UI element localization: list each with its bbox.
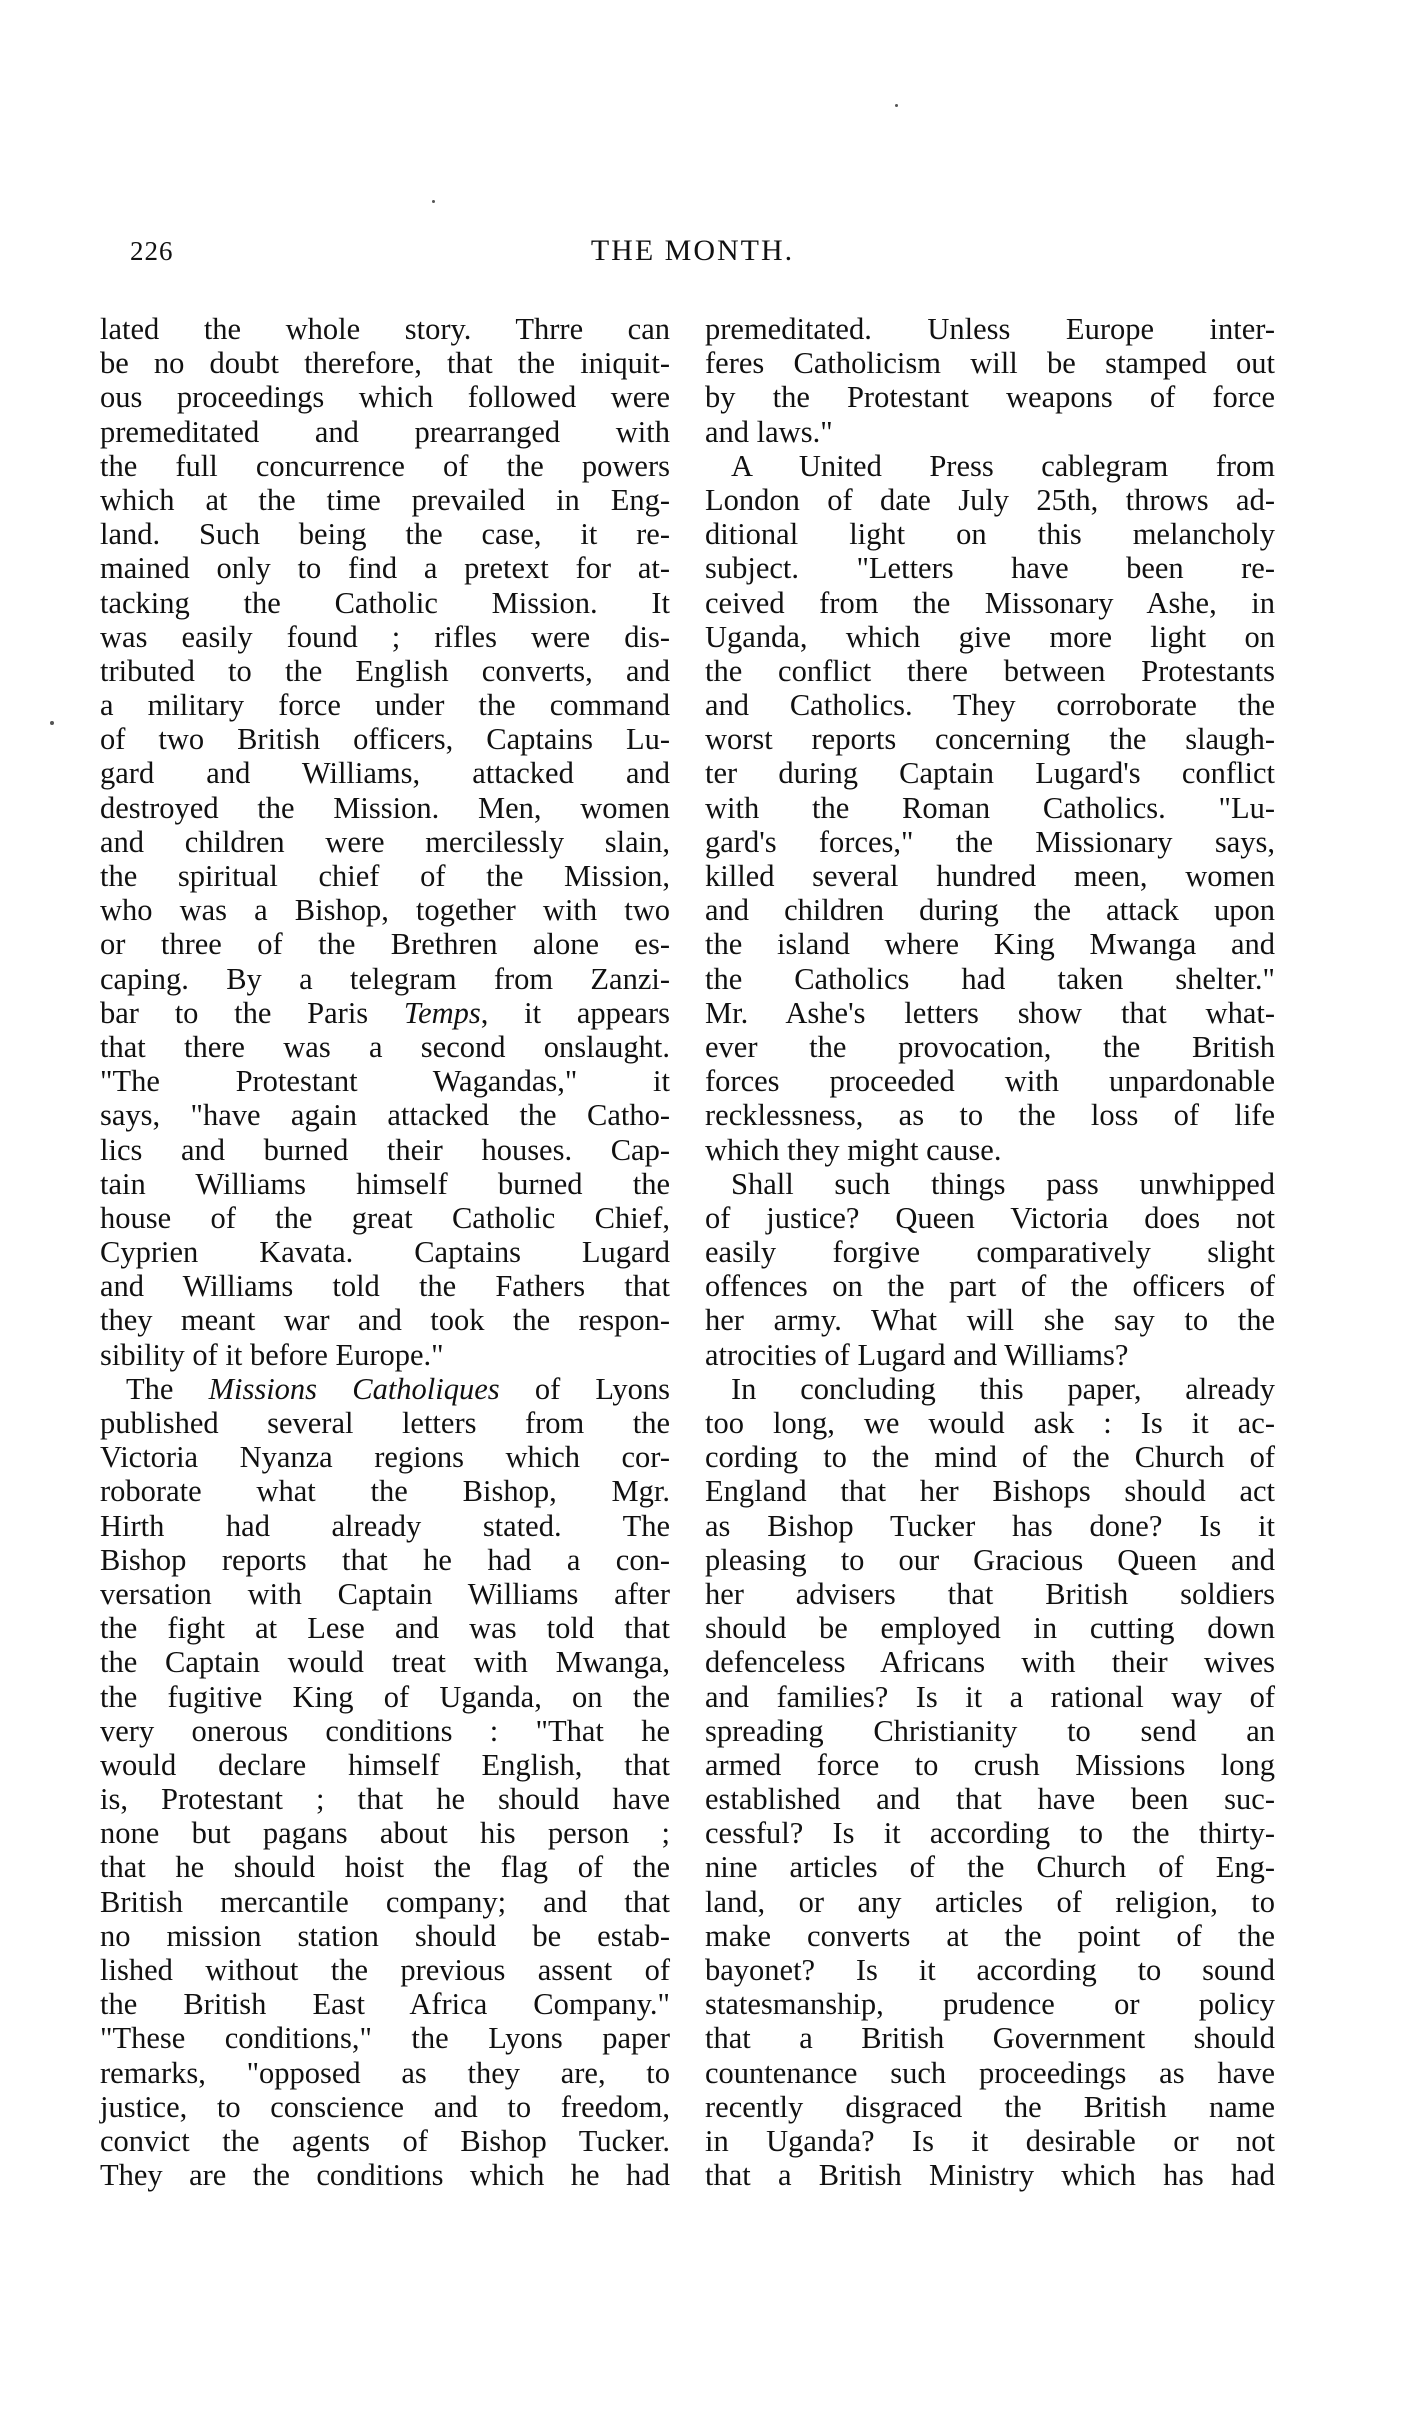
text-line: of justice? Queen Victoria does not — [705, 1200, 1275, 1235]
text-line: In concluding this paper, already — [731, 1371, 1275, 1406]
text-line: none but pagans about his person ; — [100, 1816, 670, 1851]
print-speck — [895, 104, 898, 107]
text-line: her advisers that British soldiers — [705, 1576, 1275, 1611]
text-line: her army. What will she say to the — [705, 1303, 1275, 1338]
text-line: as Bishop Tucker has done? Is it — [705, 1508, 1275, 1543]
text-line: armed force to crush Missions long — [705, 1747, 1275, 1782]
text-line: lics and burned their houses. Cap- — [100, 1132, 670, 1167]
text-line: published several letters from the — [100, 1406, 670, 1440]
print-speck — [432, 200, 435, 203]
text-line: bar to the Paris Temps, it appears — [100, 995, 670, 1030]
text-line: mained only to find a pretext for at- — [100, 551, 670, 586]
text-line: countenance such proceedings as have — [705, 2055, 1275, 2090]
text-line: a military force under the command — [100, 688, 670, 723]
text-line: nine articles of the Church of Eng- — [705, 1850, 1275, 1885]
text-line: and children were mercilessly slain, — [100, 824, 670, 859]
text-line: atrocities of Lugard and Williams? — [705, 1337, 1129, 1372]
right-text-column — [705, 312, 1275, 2192]
text-line: house of the great Catholic Chief, — [100, 1200, 670, 1235]
text-line: lated the whole story. Thrre can — [100, 312, 670, 346]
text-line: which at the time prevailed in Eng- — [100, 482, 670, 517]
text-line: or three of the Brethren alone es- — [100, 927, 670, 962]
left-text-column — [100, 312, 670, 2192]
text-line: justice, to conscience and to freedom, — [100, 2089, 670, 2124]
text-line: the full concurrence of the powers — [100, 448, 670, 483]
text-line: British mercantile company; and that — [100, 1884, 670, 1919]
text-line: killed several hundred meen, women — [705, 859, 1275, 893]
text-line: the spiritual chief of the Mission, — [100, 859, 670, 893]
text-line: which they might cause. — [705, 1132, 1002, 1167]
text-line: London of date July 25th, throws ad- — [705, 482, 1275, 517]
text-line: roborate what the Bishop, Mgr. — [100, 1474, 670, 1509]
text-line: that a British Government should — [705, 2021, 1275, 2056]
text-line: that a British Ministry which has had — [705, 2158, 1275, 2193]
text-line: worst reports concerning the slaugh- — [705, 722, 1275, 757]
text-line: A United Press cablegram from — [731, 448, 1275, 483]
text-line: feres Catholicism will be stamped out — [705, 346, 1275, 381]
text-line: the island where King Mwanga and — [705, 927, 1275, 962]
text-line: statesmanship, prudence or policy — [705, 1987, 1275, 2022]
text-line: and families? Is it a rational way of — [705, 1679, 1275, 1714]
text-line: be no doubt therefore, that the iniquit- — [100, 346, 670, 381]
page-header — [100, 236, 1285, 276]
page-number: 226 — [130, 236, 174, 266]
text-line: Mr. Ashe's letters show that what- — [705, 995, 1275, 1030]
text-line: defenceless Africans with their wives — [705, 1645, 1275, 1680]
text-line: ever the provocation, the British — [705, 1029, 1275, 1064]
text-line: sibility of it before Europe." — [100, 1337, 444, 1372]
text-line: lished without the previous assent of — [100, 1953, 670, 1987]
text-line: by the Protestant weapons of force — [705, 380, 1275, 415]
text-line: offences on the part of the officers of — [705, 1269, 1275, 1304]
text-line: who was a Bishop, together with two — [100, 893, 670, 928]
text-line: gard's forces," the Missionary says, — [705, 824, 1275, 859]
text-line: They are the conditions which he had — [100, 2158, 670, 2193]
text-line: forces proceeded with unpardonable — [705, 1064, 1275, 1099]
text-line: the Captain would treat with Mwanga, — [100, 1645, 670, 1680]
text-line: cording to the mind of the Church of — [705, 1440, 1275, 1475]
text-line: The Missions Catholiques of Lyons — [126, 1371, 670, 1406]
text-line: of two British officers, Captains Lu- — [100, 722, 670, 757]
text-line: and Williams told the Fathers that — [100, 1269, 670, 1304]
text-line: is, Protestant ; that he should have — [100, 1782, 670, 1817]
text-line: would declare himself English, that — [100, 1747, 670, 1782]
text-line: easily forgive comparatively slight — [705, 1235, 1275, 1270]
text-line: spreading Christianity to send an — [705, 1713, 1275, 1748]
text-line: says, "have again attacked the Catho- — [100, 1098, 670, 1133]
text-line: "The Protestant Wagandas," it — [100, 1064, 670, 1099]
text-line: Hirth had already stated. The — [100, 1508, 670, 1543]
text-line: Bishop reports that he had a con- — [100, 1542, 670, 1577]
text-line: convict the agents of Bishop Tucker. — [100, 2123, 670, 2158]
text-line: with the Roman Catholics. "Lu- — [705, 790, 1275, 825]
text-line: Cyprien Kavata. Captains Lugard — [100, 1235, 670, 1270]
text-line: "These conditions," the Lyons paper — [100, 2021, 670, 2056]
text-line: the Catholics had taken shelter." — [705, 961, 1275, 996]
text-line: and Catholics. They corroborate the — [705, 688, 1275, 723]
text-line: that there was a second onslaught. — [100, 1029, 670, 1064]
running-title: THE MONTH. — [590, 234, 795, 267]
text-line: pleasing to our Gracious Queen and — [705, 1542, 1275, 1577]
text-line: tributed to the English converts, and — [100, 653, 670, 688]
text-line: remarks, "opposed as they are, to — [100, 2055, 670, 2090]
text-line: tain Williams himself burned the — [100, 1166, 670, 1201]
text-line: the fugitive King of Uganda, on the — [100, 1679, 670, 1714]
text-line: land. Such being the case, it re- — [100, 517, 670, 552]
text-line: premeditated and prearranged with — [100, 414, 670, 449]
text-line: land, or any articles of religion, to — [705, 1884, 1275, 1919]
text-line: they meant war and took the respon- — [100, 1303, 670, 1338]
text-line: gard and Williams, attacked and — [100, 756, 670, 791]
text-line: England that her Bishops should act — [705, 1474, 1275, 1509]
text-line: cessful? Is it according to the thirty- — [705, 1816, 1275, 1851]
text-line: very onerous conditions : "That he — [100, 1713, 670, 1748]
text-line: and laws." — [705, 414, 833, 449]
text-line: tacking the Catholic Mission. It — [100, 585, 670, 620]
text-line: should be employed in cutting down — [705, 1611, 1275, 1646]
text-line: in Uganda? Is it desirable or not — [705, 2123, 1275, 2158]
text-line: recklessness, as to the loss of life — [705, 1098, 1275, 1133]
text-line: Shall such things pass unwhipped — [731, 1166, 1275, 1201]
text-line: established and that have been suc- — [705, 1782, 1275, 1817]
text-line: no mission station should be estab- — [100, 1918, 670, 1953]
print-speck — [50, 721, 54, 725]
text-line: caping. By a telegram from Zanzi- — [100, 961, 670, 996]
text-line: destroyed the Mission. Men, women — [100, 790, 670, 825]
text-line: too long, we would ask : Is it ac- — [705, 1406, 1275, 1440]
text-line: Uganda, which give more light on — [705, 619, 1275, 654]
text-line: ceived from the Missonary Ashe, in — [705, 585, 1275, 620]
text-line: was easily found ; rifles were dis- — [100, 619, 670, 654]
text-line: that he should hoist the flag of the — [100, 1850, 670, 1885]
text-line: ditional light on this melancholy — [705, 517, 1275, 552]
text-line: bayonet? Is it according to sound — [705, 1953, 1275, 1987]
text-line: Victoria Nyanza regions which cor- — [100, 1440, 670, 1475]
text-line: the conflict there between Protestants — [705, 653, 1275, 688]
text-line: the British East Africa Company." — [100, 1987, 670, 2022]
text-line: versation with Captain Williams after — [100, 1576, 670, 1611]
text-line: and children during the attack upon — [705, 893, 1275, 928]
text-line: subject. "Letters have been re- — [705, 551, 1275, 586]
text-line: make converts at the point of the — [705, 1918, 1275, 1953]
text-line: the fight at Lese and was told that — [100, 1611, 670, 1646]
text-line: ter during Captain Lugard's conflict — [705, 756, 1275, 791]
text-line: premeditated. Unless Europe inter- — [705, 312, 1275, 346]
text-line: recently disgraced the British name — [705, 2089, 1275, 2124]
text-line: ous proceedings which followed were — [100, 380, 670, 415]
